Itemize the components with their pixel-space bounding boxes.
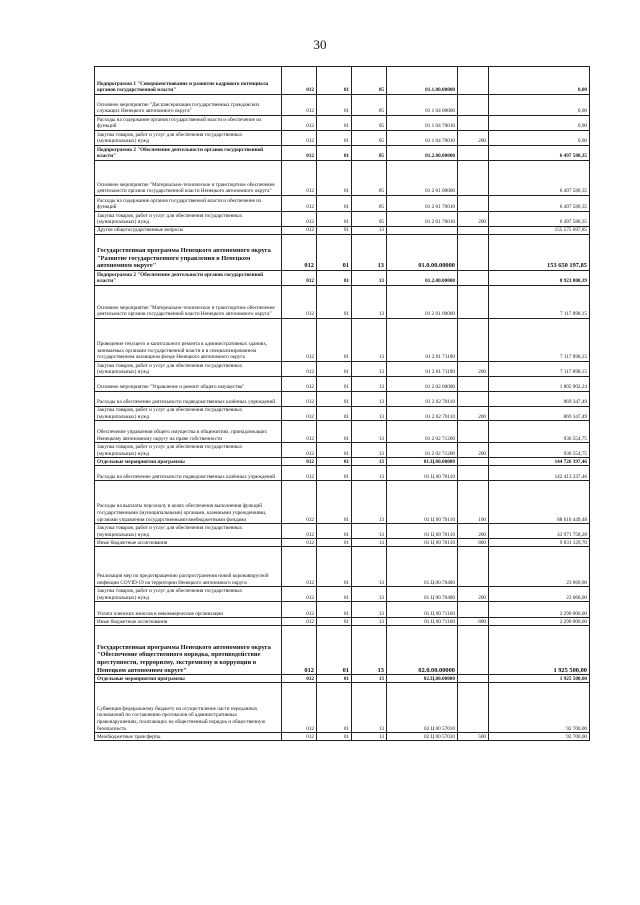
cell-vr [458, 227, 489, 235]
cell-rz: 01 [317, 116, 352, 131]
cell-rz: 01 [317, 319, 352, 362]
cell-sum: 0,00 [489, 95, 590, 116]
cell-name: Проведение текущего и капитального ремонта в административных зданиях, занимаемых органами государственной власти и в специализированном государственном жилищном фонде Ненецкого автономного округа [95, 319, 282, 362]
cell-pr: 13 [352, 481, 387, 524]
cell-rz: 01 [317, 458, 352, 466]
cell-rz: 01 [317, 235, 352, 271]
page-number: 30 [313, 37, 327, 52]
cell-vr [458, 458, 489, 466]
cell-vr: 200 [458, 212, 489, 227]
cell-rz: 01 [317, 95, 352, 116]
cell-sum: 8 923 800,39 [489, 271, 590, 286]
table-row [95, 587, 590, 602]
cell-sum: 6 497 580,35 [489, 196, 590, 212]
cell-pr: 13 [352, 626, 387, 675]
cell-name: Иные бюджетные ассигнования [95, 539, 282, 547]
cell-cs: 01 1 04 70010 [387, 116, 458, 131]
cell-gr: 012 [282, 271, 317, 286]
cell-cs: 01 Ц 00 71160 [387, 602, 458, 618]
cell-name: Государственная программа Ненецкого автономного округа "Обеспечение общественного порядка, противодействие преступности, терроризму, экстремизму и коррупции в Ненецком автономном округе" [95, 626, 282, 675]
table-row [95, 626, 590, 675]
cell-gr: 012 [282, 196, 317, 212]
cell-pr: 05 [352, 146, 387, 161]
cell-sum: 43 971 758,28 [489, 524, 590, 539]
table-row [95, 481, 590, 524]
cell-vr: 200 [458, 407, 489, 421]
cell-gr: 012 [282, 421, 317, 443]
cell-cs: 01 2 02 71200 [387, 421, 458, 443]
cell-pr: 13 [352, 524, 387, 539]
cell-vr [458, 271, 489, 286]
cell-vr [458, 683, 489, 733]
cell-cs: 02.0.00.00000 [387, 626, 458, 675]
budget-table [94, 66, 590, 741]
cell-name: Закупка товаров, работ и услуг для обеспечения государственных (муниципальных) нужд [95, 443, 282, 458]
cell-pr: 13 [352, 421, 387, 443]
table-row [95, 602, 590, 618]
cell-name: Основное мероприятие "Материально-техническое и транспортное обеспечение деятельности органов государственной власти Ненецкого автономного округа" [95, 161, 282, 196]
cell-rz: 01 [317, 547, 352, 587]
cell-gr: 012 [282, 547, 317, 587]
cell-gr: 012 [282, 733, 317, 741]
cell-cs: 01 Ц 00 70110 [387, 481, 458, 524]
table-row [95, 733, 590, 741]
cell-name: Межбюджетные трансферты [95, 733, 282, 741]
cell-rz: 01 [317, 146, 352, 161]
cell-name: Государственная программа Ненецкого автономного округа "Развитие государственного управления в Ненецком автономном округе" [95, 235, 282, 271]
cell-rz: 01 [317, 683, 352, 733]
cell-sum: 7 117 898,15 [489, 319, 590, 362]
cell-pr: 05 [352, 212, 387, 227]
cell-cs: 01 Ц 00 70110 [387, 466, 458, 481]
cell-gr: 012 [282, 539, 317, 547]
cell-pr: 05 [352, 196, 387, 212]
cell-sum: 142 413 337,46 [489, 466, 590, 481]
table-row [95, 67, 590, 95]
cell-name: Подпрограмма 1 "Совершенствование и развитие кадрового потенциала органов государственной власти" [95, 67, 282, 95]
cell-gr: 012 [282, 626, 317, 675]
cell-cs: 01.Ц.00.70400 [387, 547, 458, 587]
cell-cs: 02 Ц 00 57010 [387, 733, 458, 741]
cell-pr: 13 [352, 271, 387, 286]
cell-name: Основное мероприятие "Материально-техническое и транспортное обеспечение деятельности органов государственной власти Ненецкого автономного округа" [95, 286, 282, 319]
cell-sum: 7 117 898,15 [489, 362, 590, 377]
cell-gr: 012 [282, 407, 317, 421]
cell-rz: 01 [317, 466, 352, 481]
cell-gr: 012 [282, 227, 317, 235]
cell-rz: 01 [317, 421, 352, 443]
table-row [95, 407, 590, 421]
cell-rz: 01 [317, 443, 352, 458]
cell-pr: 05 [352, 131, 387, 146]
cell-pr: 13 [352, 235, 387, 271]
cell-cs: 01 2 02 70110 [387, 392, 458, 407]
cell-pr: 05 [352, 95, 387, 116]
cell-name: Закупка товаров, работ и услуг для обеспечения государственных (муниципальных) нужд [95, 524, 282, 539]
cell-pr: 13 [352, 675, 387, 683]
cell-rz: 01 [317, 733, 352, 741]
cell-sum: 144 726 397,46 [489, 458, 590, 466]
cell-pr: 13 [352, 377, 387, 392]
cell-gr: 012 [282, 675, 317, 683]
cell-sum: 155 575 697,85 [489, 227, 590, 235]
cell-name: Закупка товаров, работ и услуг для обеспечения государственных (муниципальных) нужд [95, 407, 282, 421]
table-row [95, 116, 590, 131]
table-row [95, 227, 590, 235]
cell-name: Субвенция федеральному бюджету на осуществление части переданных полномочий по составлению протоколов об административных правонарушениях, посягающих на общественный порядок и общественную безопасность [95, 683, 282, 733]
cell-gr: 012 [282, 319, 317, 362]
cell-name: Обеспечение управления общего имущества в общежитиях, принадлежащих Ненецкому автономному округу на праве собственности [95, 421, 282, 443]
cell-rz: 01 [317, 131, 352, 146]
cell-pr: 13 [352, 587, 387, 602]
cell-gr: 012 [282, 67, 317, 95]
cell-rz: 01 [317, 362, 352, 377]
table-row [95, 95, 590, 116]
table-row [95, 443, 590, 458]
cell-name: Закупка товаров, работ и услуг для обеспечения государственных (муниципальных) нужд [95, 131, 282, 146]
cell-rz: 01 [317, 377, 352, 392]
table-row [95, 377, 590, 392]
cell-pr: 05 [352, 116, 387, 131]
table-row [95, 392, 590, 407]
cell-gr: 012 [282, 524, 317, 539]
cell-name: Расходы на обеспечение деятельности подведомственных казённых учреждений [95, 466, 282, 481]
cell-rz: 01 [317, 161, 352, 196]
table-row [95, 271, 590, 286]
cell-rz: 01 [317, 626, 352, 675]
cell-vr [458, 421, 489, 443]
cell-gr: 012 [282, 362, 317, 377]
cell-cs: 01 2 01 70010 [387, 196, 458, 212]
cell-rz: 01 [317, 675, 352, 683]
cell-name: Реализация мер по предотвращению распространения новой коронавирусной инфекции COVID-19 на территории Ненецкого автономного округа [95, 547, 282, 587]
cell-vr [458, 675, 489, 683]
cell-vr: 200 [458, 131, 489, 146]
cell-name: Основное мероприятие "Диспансеризация государственных гражданских служащих Ненецкого автономного округа" [95, 95, 282, 116]
cell-gr: 012 [282, 235, 317, 271]
table-row [95, 146, 590, 161]
cell-vr [458, 161, 489, 196]
cell-sum: 869 347,49 [489, 392, 590, 407]
cell-cs: 01 2 02 71200 [387, 443, 458, 458]
cell-cs: 01 Ц 00 70400 [387, 587, 458, 602]
cell-cs: 01 Ц 00 70110 [387, 524, 458, 539]
cell-rz: 01 [317, 407, 352, 421]
cell-rz: 01 [317, 196, 352, 212]
cell-sum: 92 700,00 [489, 683, 590, 733]
table-row [95, 458, 590, 466]
cell-vr [458, 377, 489, 392]
cell-cs: 01 1 04 00000 [387, 95, 458, 116]
table-row [95, 547, 590, 587]
cell-rz: 01 [317, 618, 352, 626]
cell-rz: 01 [317, 212, 352, 227]
cell-cs: 01.1.00.00000 [387, 67, 458, 95]
table-row [95, 286, 590, 319]
cell-gr: 012 [282, 481, 317, 524]
cell-rz: 01 [317, 271, 352, 286]
table-row [95, 421, 590, 443]
cell-vr [458, 392, 489, 407]
cell-sum: 6 497 580,35 [489, 146, 590, 161]
cell-sum: 153 650 197,85 [489, 235, 590, 271]
cell-gr: 012 [282, 618, 317, 626]
cell-pr: 05 [352, 161, 387, 196]
cell-gr: 012 [282, 116, 317, 131]
cell-name: Расходы на выплаты персоналу в целях обеспечения выполнения функций государственными (муниципальными) органами, казенными учреждениями, органами управления государственными внебюджетными фондами [95, 481, 282, 524]
cell-vr [458, 146, 489, 161]
table-row [95, 212, 590, 227]
cell-gr: 012 [282, 95, 317, 116]
cell-rz: 01 [317, 286, 352, 319]
table-row [95, 524, 590, 539]
cell-vr: 200 [458, 443, 489, 458]
cell-pr: 13 [352, 547, 387, 587]
cell-rz: 01 [317, 524, 352, 539]
cell-name: Расходы на обеспечение деятельности подведомственных казённых учреждений [95, 392, 282, 407]
cell-pr: 13 [352, 733, 387, 741]
cell-pr: 13 [352, 618, 387, 626]
cell-vr [458, 116, 489, 131]
cell-gr: 012 [282, 466, 317, 481]
cell-sum: 2 290 000,00 [489, 602, 590, 618]
cell-gr: 012 [282, 286, 317, 319]
table-row [95, 683, 590, 733]
cell-gr: 012 [282, 212, 317, 227]
cell-cs: 01 1 04 70010 [387, 131, 458, 146]
table-row [95, 618, 590, 626]
cell-vr [458, 235, 489, 271]
cell-name: Уплата членских взносов в некоммерческие организации [95, 602, 282, 618]
cell-pr: 05 [352, 67, 387, 95]
cell-sum: 0,00 [489, 131, 590, 146]
cell-vr [458, 466, 489, 481]
cell-sum: 0,00 [489, 67, 590, 95]
cell-cs: 01 Ц 00 71160 [387, 618, 458, 626]
cell-cs: 01 2 01 71190 [387, 362, 458, 377]
cell-gr: 012 [282, 392, 317, 407]
cell-name: Другие общегосударственные вопросы [95, 227, 282, 235]
cell-pr: 13 [352, 443, 387, 458]
cell-rz: 01 [317, 539, 352, 547]
cell-sum: 7 117 898,15 [489, 286, 590, 319]
cell-sum: 936 554,75 [489, 443, 590, 458]
cell-name: Основное мероприятие "Управление и ремонт общего имущества" [95, 377, 282, 392]
cell-sum: 1 925 500,00 [489, 675, 590, 683]
budget-table-body [95, 67, 590, 741]
cell-gr: 012 [282, 161, 317, 196]
cell-rz: 01 [317, 602, 352, 618]
cell-cs: 02 Ц 00 57010 [387, 683, 458, 733]
cell-vr [458, 196, 489, 212]
cell-sum: 88 610 449,48 [489, 481, 590, 524]
table-row [95, 196, 590, 212]
cell-name: Подпрограмма 2 "Обеспечение деятельности органов государственной власти" [95, 146, 282, 161]
cell-cs: 01.2.00.00000 [387, 271, 458, 286]
cell-vr: 200 [458, 362, 489, 377]
cell-cs: 01 2 01 70010 [387, 212, 458, 227]
cell-name: Закупка товаров, работ и услуг для обеспечения государственных (муниципальных) нужд [95, 587, 282, 602]
cell-vr [458, 67, 489, 95]
cell-pr: 13 [352, 458, 387, 466]
cell-gr: 012 [282, 683, 317, 733]
cell-sum: 1 925 500,00 [489, 626, 590, 675]
cell-vr: 500 [458, 733, 489, 741]
cell-sum: 2 290 000,00 [489, 618, 590, 626]
cell-pr: 13 [352, 319, 387, 362]
cell-cs: 01 Ц 00 70110 [387, 539, 458, 547]
cell-gr: 012 [282, 602, 317, 618]
cell-name: Закупка товаров, работ и услуг для обеспечения государственных (муниципальных) нужд [95, 212, 282, 227]
cell-sum: 0,00 [489, 116, 590, 131]
cell-gr: 012 [282, 587, 317, 602]
cell-cs: 01 2 01 71190 [387, 319, 458, 362]
cell-vr [458, 286, 489, 319]
cell-sum: 6 497 580,35 [489, 212, 590, 227]
cell-pr: 13 [352, 602, 387, 618]
table-row [95, 131, 590, 146]
cell-sum: 1 805 902,24 [489, 377, 590, 392]
cell-vr: 800 [458, 539, 489, 547]
cell-name: Иные бюджетные ассигнования [95, 618, 282, 626]
cell-pr: 13 [352, 539, 387, 547]
table-row [95, 235, 590, 271]
cell-name: Отдельные мероприятия программы [95, 675, 282, 683]
cell-sum: 869 347,49 [489, 407, 590, 421]
cell-vr [458, 95, 489, 116]
cell-pr: 13 [352, 392, 387, 407]
cell-name: Расходы на содержание органов государственной власти и обеспечение их функций [95, 196, 282, 212]
cell-gr: 012 [282, 146, 317, 161]
cell-rz: 01 [317, 392, 352, 407]
cell-vr [458, 547, 489, 587]
cell-vr [458, 626, 489, 675]
cell-vr: 200 [458, 524, 489, 539]
cell-name: Отдельные мероприятия программы [95, 458, 282, 466]
cell-gr: 012 [282, 131, 317, 146]
cell-pr: 13 [352, 407, 387, 421]
cell-pr: 13 [352, 286, 387, 319]
table-row [95, 466, 590, 481]
cell-gr: 012 [282, 377, 317, 392]
cell-rz: 01 [317, 481, 352, 524]
cell-cs: 01 2 02 00000 [387, 377, 458, 392]
cell-pr: 13 [352, 227, 387, 235]
table-row [95, 539, 590, 547]
cell-vr: 100 [458, 481, 489, 524]
cell-sum: 92 700,00 [489, 733, 590, 741]
cell-name: Закупка товаров, работ и услуг для обеспечения государственных (муниципальных) нужд [95, 362, 282, 377]
cell-sum: 23 060,00 [489, 547, 590, 587]
cell-cs: 01.2.00.00000 [387, 146, 458, 161]
cell-cs: 01.0.00.00000 [387, 235, 458, 271]
table-row [95, 362, 590, 377]
table-row [95, 319, 590, 362]
cell-sum: 936 554,75 [489, 421, 590, 443]
cell-vr [458, 319, 489, 362]
cell-rz: 01 [317, 587, 352, 602]
cell-vr: 800 [458, 618, 489, 626]
cell-name: Расходы на содержание органов государственной власти и обеспечение их функций [95, 116, 282, 131]
cell-cs: 02.Ц.00.00000 [387, 675, 458, 683]
cell-pr: 13 [352, 362, 387, 377]
cell-gr: 012 [282, 458, 317, 466]
cell-sum: 23 060,00 [489, 587, 590, 602]
cell-cs: 01.Ц.00.00000 [387, 458, 458, 466]
cell-cs [387, 227, 458, 235]
cell-rz: 01 [317, 227, 352, 235]
cell-name: Подпрограмма 2 "Обеспечение деятельности органов государственной власти" [95, 271, 282, 286]
table-row [95, 161, 590, 196]
cell-sum: 9 831 129,70 [489, 539, 590, 547]
cell-pr: 13 [352, 683, 387, 733]
table-row [95, 675, 590, 683]
cell-cs: 01 2 01 00000 [387, 286, 458, 319]
cell-cs: 01 2 02 70110 [387, 407, 458, 421]
cell-vr [458, 602, 489, 618]
cell-rz: 01 [317, 67, 352, 95]
cell-vr: 200 [458, 587, 489, 602]
cell-pr: 13 [352, 466, 387, 481]
cell-cs: 01 2 01 00000 [387, 161, 458, 196]
cell-gr: 012 [282, 443, 317, 458]
cell-sum: 6 497 580,35 [489, 161, 590, 196]
